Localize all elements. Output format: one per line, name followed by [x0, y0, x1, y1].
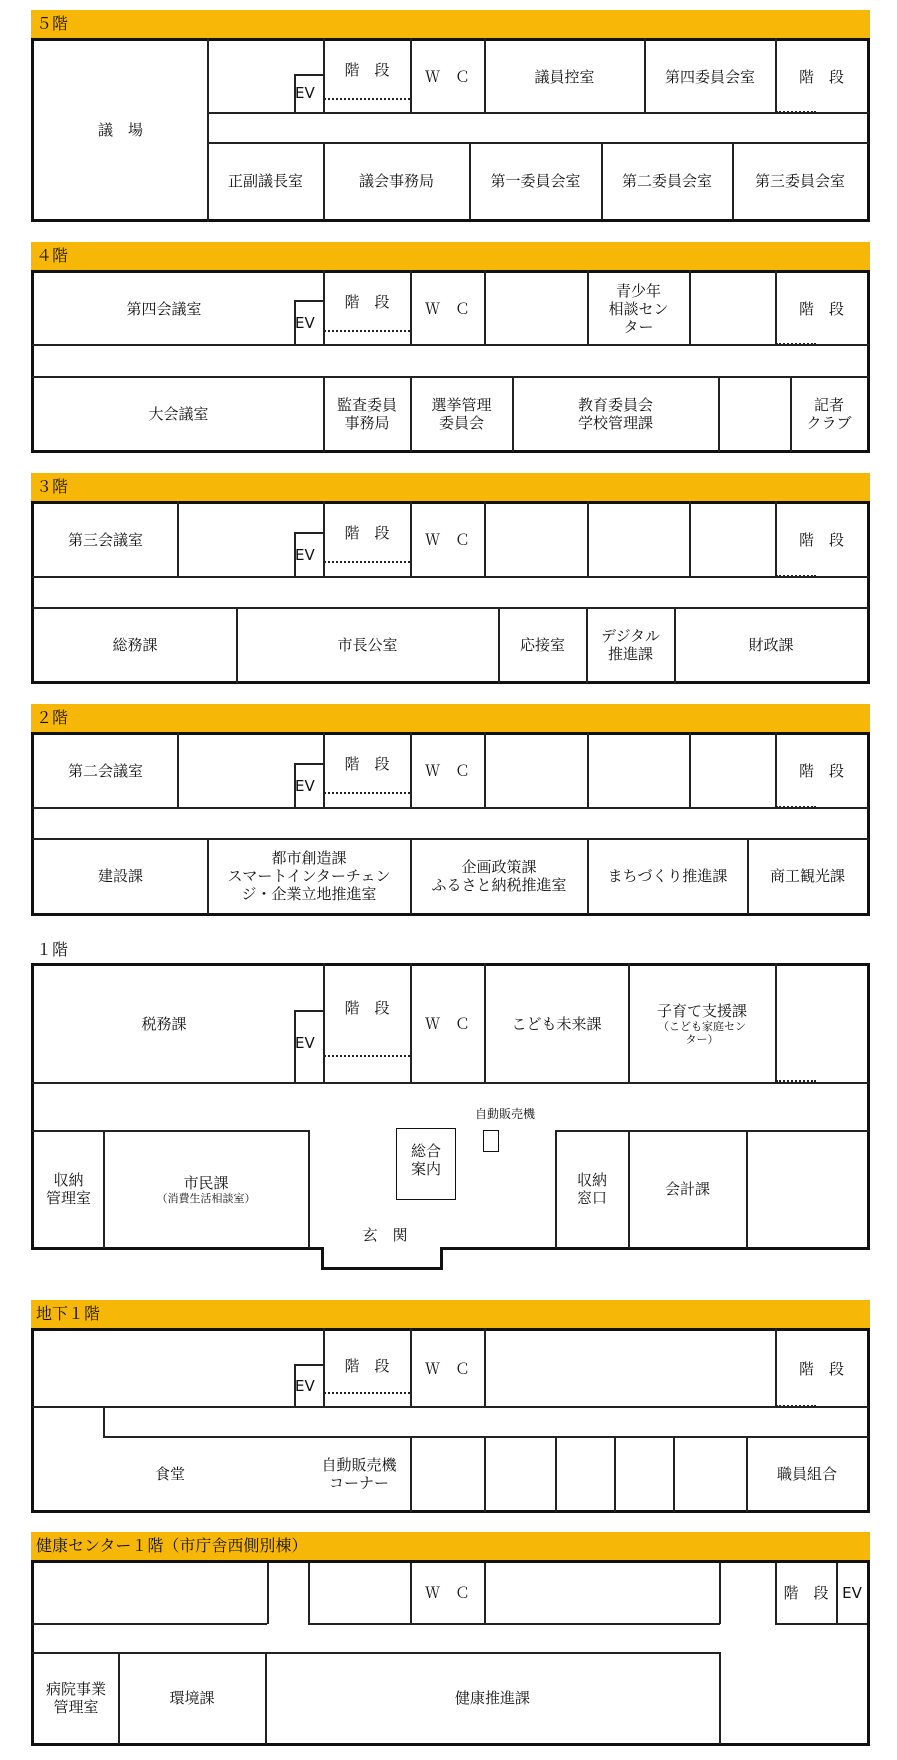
wc-1f: Ｗ Ｃ [424, 1015, 470, 1033]
stairs-b1-b: 階 段 [798, 1359, 844, 1378]
room-kisha: 記者 クラブ [806, 395, 852, 432]
floor-b1-label: 地下１階 [36, 1304, 101, 1323]
ev-2f: EV [295, 777, 315, 795]
room-kosodate-label: 子育て支援課 [656, 1002, 747, 1020]
room-shoko: 商工観光課 [769, 867, 845, 885]
ev-3f: EV [295, 546, 315, 564]
room-seishonen: 青少年 相談セン ター [608, 281, 669, 336]
floor-b1-header [31, 1300, 870, 1328]
wc-5f: Ｗ Ｃ [424, 67, 470, 86]
room-kyoiku: 教育委員会 学校管理課 [577, 395, 653, 432]
genkan: 玄 関 [362, 1226, 408, 1244]
stairs-3f-a: 階 段 [344, 524, 390, 542]
floor-5-label: ５階 [36, 14, 69, 33]
room-digital: デジタル 推進課 [600, 626, 661, 663]
room-osetsu: 応接室 [519, 635, 565, 654]
room-dai3-iinkai: 第三委員会室 [754, 172, 845, 190]
room-dai4-kaigi: 第四会議室 [126, 299, 202, 318]
room-dai2-kaigi: 第二会議室 [67, 762, 143, 780]
room-kosodate-sub: （こども家庭セン ター） [658, 1020, 746, 1046]
stairs-4f-b: 階 段 [798, 299, 844, 318]
ev-5f: EV [295, 84, 315, 102]
room-kenko: 健康推進課 [454, 1689, 530, 1707]
room-kikaku: 企画政策課 ふるさと納税推進室 [431, 858, 567, 894]
room-dai1-iinkai: 第一委員会室 [490, 172, 581, 190]
room-shuno-madoguchi: 収納 窓口 [576, 1171, 607, 1207]
room-toshi: 都市創造課 スマートインターチェン ジ・企業立地推進室 [227, 849, 391, 903]
sogo-annai: 総合 案内 [410, 1142, 441, 1178]
ev-health-center: EV [842, 1584, 862, 1602]
ev-1f: EV [295, 1034, 315, 1052]
vending-machine-marker [483, 1130, 499, 1152]
wc-health-center: Ｗ Ｃ [424, 1584, 470, 1602]
room-kankyo: 環境課 [169, 1689, 215, 1707]
stairs-b1-a: 階 段 [344, 1357, 390, 1375]
room-kodomo: こども未来課 [511, 1015, 602, 1033]
stairs-4f-a: 階 段 [344, 293, 390, 311]
ev-4f: EV [295, 314, 315, 332]
room-kaikei: 会計課 [664, 1180, 710, 1198]
room-byoin: 病院事業 管理室 [45, 1680, 106, 1716]
floor-3-label: ３階 [36, 477, 69, 496]
floor-1-label: １階 [36, 940, 69, 959]
floor-2-label: ２階 [36, 708, 69, 727]
room-zeimu: 税務課 [141, 1015, 187, 1033]
room-gijo: 議 場 [97, 121, 143, 139]
room-shuno-kanri: 収納 管理室 [45, 1171, 91, 1207]
room-senkyo: 選挙管理 委員会 [431, 395, 492, 432]
stairs-2f-a: 階 段 [344, 755, 390, 773]
room-machi: まちづくり推進課 [607, 867, 728, 885]
room-seifuku-gicho: 正副議長室 [227, 172, 303, 190]
wc-2f: Ｗ Ｃ [424, 762, 470, 780]
floor-4-label: ４階 [36, 246, 69, 265]
floor-3-header [31, 473, 870, 501]
floor-5-header [31, 10, 870, 38]
room-shokudo: 食堂 [154, 1464, 185, 1483]
health-center-label: 健康センター１階（市庁舎西側別棟） [36, 1536, 308, 1555]
wc-3f: Ｗ Ｃ [424, 531, 470, 549]
room-giin-hikae: 議員控室 [534, 67, 595, 86]
stairs-1f: 階 段 [344, 999, 390, 1017]
room-dai3-kaigi: 第三会議室 [67, 531, 143, 549]
room-kumiai: 職員組合 [776, 1464, 837, 1483]
room-kosodate [629, 966, 775, 1082]
stairs-5f-b: 階 段 [798, 67, 844, 86]
floor-2-header [31, 704, 870, 732]
room-shimin-sub: （消費生活相談室） [156, 1191, 256, 1205]
wc-b1: Ｗ Ｃ [424, 1359, 470, 1378]
vending-machine-label: 自動販売機 [474, 1106, 535, 1121]
wc-4f: Ｗ Ｃ [424, 299, 470, 318]
room-jihan-corner: 自動販売機 コーナー [321, 1455, 397, 1492]
room-shimin [104, 1131, 308, 1247]
room-zaisei: 財政課 [748, 635, 794, 654]
room-somu: 総務課 [112, 635, 158, 654]
room-dai4-iinkai: 第四委員会室 [664, 67, 755, 86]
stairs-3f-b: 階 段 [798, 531, 844, 549]
room-kensetsu: 建設課 [97, 867, 143, 885]
room-dai-kaigi: 大会議室 [148, 404, 209, 423]
room-kansa: 監査委員 事務局 [336, 395, 397, 432]
stairs-2f-b: 階 段 [798, 762, 844, 780]
room-shicho: 市長公室 [337, 635, 398, 654]
floor-4-header [31, 242, 870, 270]
stairs-5f-a: 階 段 [344, 61, 390, 79]
room-shimin-label: 市民課 [183, 1173, 229, 1192]
ev-b1: EV [295, 1377, 315, 1395]
room-dai2-iinkai: 第二委員会室 [621, 172, 712, 190]
stairs-health-center: 階 段 [783, 1584, 829, 1602]
room-gikai-jimukyoku: 議会事務局 [358, 172, 434, 190]
